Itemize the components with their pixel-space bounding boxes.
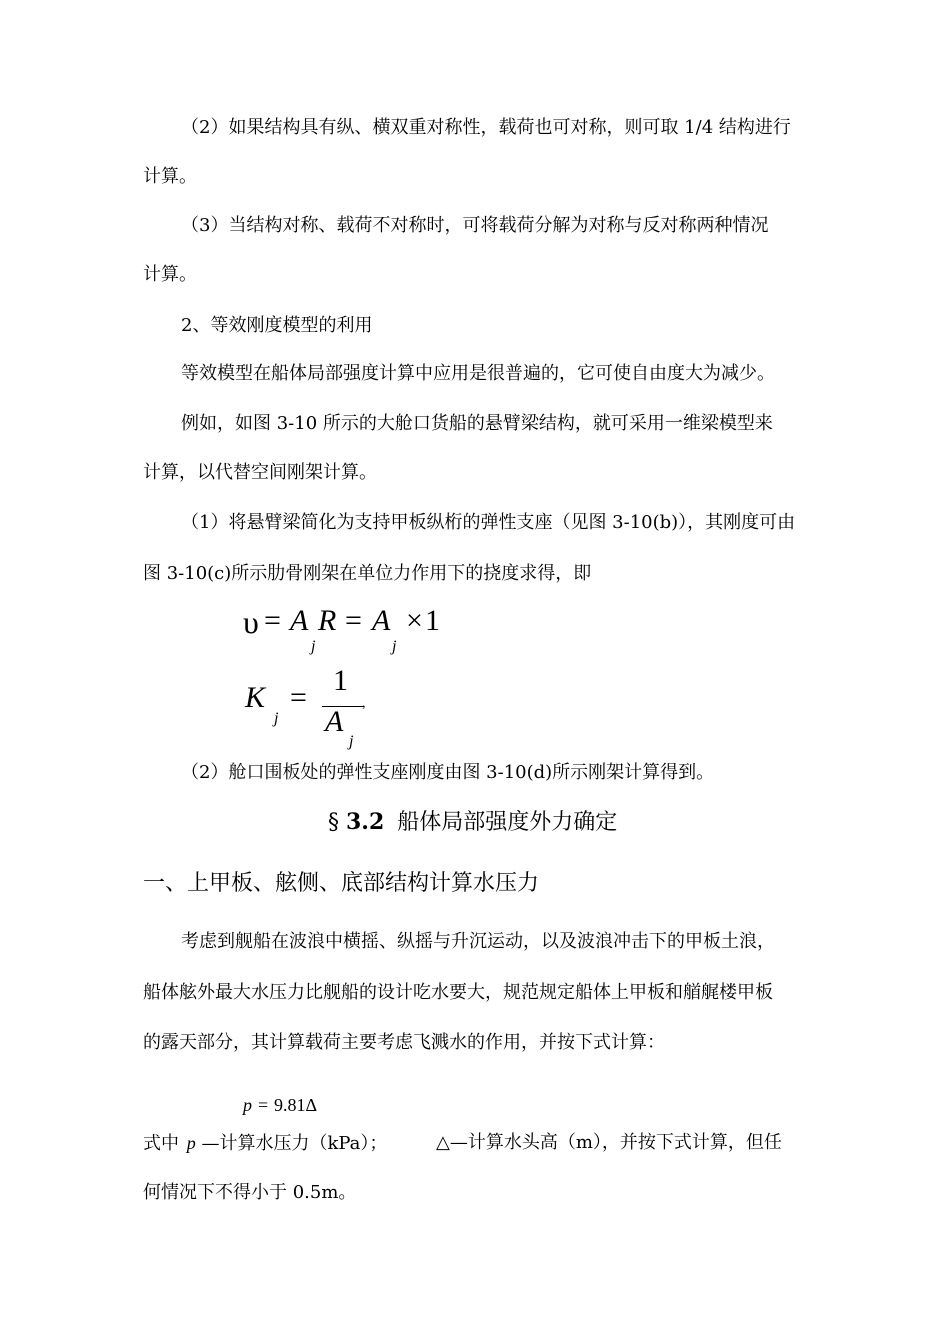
eq2-sub-j-denominator: j	[349, 733, 354, 750]
eq2-comma: ,	[362, 696, 366, 711]
paragraph-cantilever-line1: （1）将悬臂梁简化为支持甲板纵桁的弹性支座（见图 3-10(b)），其刚度可由	[181, 512, 796, 533]
paragraph-wave-line3: 的露天部分，其计算载荷主要考虑飞溅水的作用，并按下式计算：	[143, 1032, 665, 1053]
definitions-p-symbol: p	[186, 1133, 196, 1153]
paragraph-equivalent-model: 等效模型在船体局部强度计算中应用是很普遍的，它可使自由度大为减少。	[181, 363, 775, 384]
eq2-K: K	[245, 681, 266, 714]
eq1-equals-a: =	[264, 604, 281, 637]
eq1-times: ×	[406, 604, 423, 637]
paragraph-cantilever-line2: 图 3-10(c)所示肋骨刚架在单位力作用下的挠度求得，即	[143, 563, 592, 584]
paragraph-hatch-coaming: （2）舱口围板处的弹性支座刚度由图 3-10(d)所示刚架计算得到。	[181, 762, 715, 783]
eq1-sub-j1: j	[311, 638, 316, 655]
section-number: 3.2	[346, 809, 385, 835]
eq1-upsilon: υ	[243, 604, 259, 640]
section-title: 船体局部强度外力确定	[397, 810, 618, 835]
definitions-pressure: —计算水压力（kPa）；	[201, 1133, 388, 1154]
paragraph-asymmetric-line2: 计算。	[143, 264, 197, 285]
eq2-numerator: 1	[333, 664, 348, 697]
eq1-R: R	[318, 604, 337, 637]
paragraph-wave-line1: 考虑到舰船在波浪中横摇、纵摇与升沉运动，以及波浪冲击下的甲板土浪，	[181, 931, 775, 952]
paragraph-wave-line2: 船体舷外最大水压力比舰船的设计吃水要大，规范规定船体上甲板和艏艉楼甲板	[143, 982, 773, 1003]
eq2-denominator: A	[325, 705, 344, 738]
eq2-equals: =	[290, 681, 307, 714]
definitions-prefix: 式中	[143, 1133, 179, 1154]
paragraph-asymmetric-line1: （3）当结构对称、载荷不对称时，可将载荷分解为对称与反对称两种情况	[181, 215, 769, 236]
eq3-equals: =	[258, 1095, 269, 1115]
eq1-equals-b: =	[345, 604, 362, 637]
eq3-p: p	[243, 1095, 252, 1115]
subheading-equivalent-stiffness: 2、等效刚度模型的利用	[181, 315, 373, 336]
eq1-sub-j2: j	[392, 638, 397, 655]
paragraph-definitions-line2: 何情况下不得小于 0.5m。	[143, 1182, 357, 1203]
subsection-heading-water-pressure: 一、上甲板、舷侧、底部结构计算水压力	[143, 871, 540, 896]
section-symbol: §	[328, 810, 339, 835]
paragraph-example-line2: 计算，以代替空间刚架计算。	[143, 462, 377, 483]
paragraph-example-line1: 例如，如图 3-10 所示的大舱口货船的悬臂梁结构，就可采用一维梁模型来	[181, 413, 773, 434]
eq2-sub-j: j	[274, 710, 279, 727]
paragraph-symmetry-line1: （2）如果结构具有纵、横双重对称性，载荷也可对称，则可取 1/4 结构进行	[181, 117, 791, 138]
definitions-head-height: △—计算水头高（m），并按下式计算，但任	[436, 1132, 782, 1153]
eq1-one: 1	[425, 604, 440, 637]
paragraph-symmetry-line2: 计算。	[143, 166, 197, 187]
paragraph-definitions-line1	[143, 1131, 387, 1156]
eq3-value: 9.81Δ	[274, 1095, 318, 1115]
eq1-A1: A	[290, 604, 309, 637]
eq1-A2: A	[372, 604, 391, 637]
section-heading	[328, 808, 617, 837]
